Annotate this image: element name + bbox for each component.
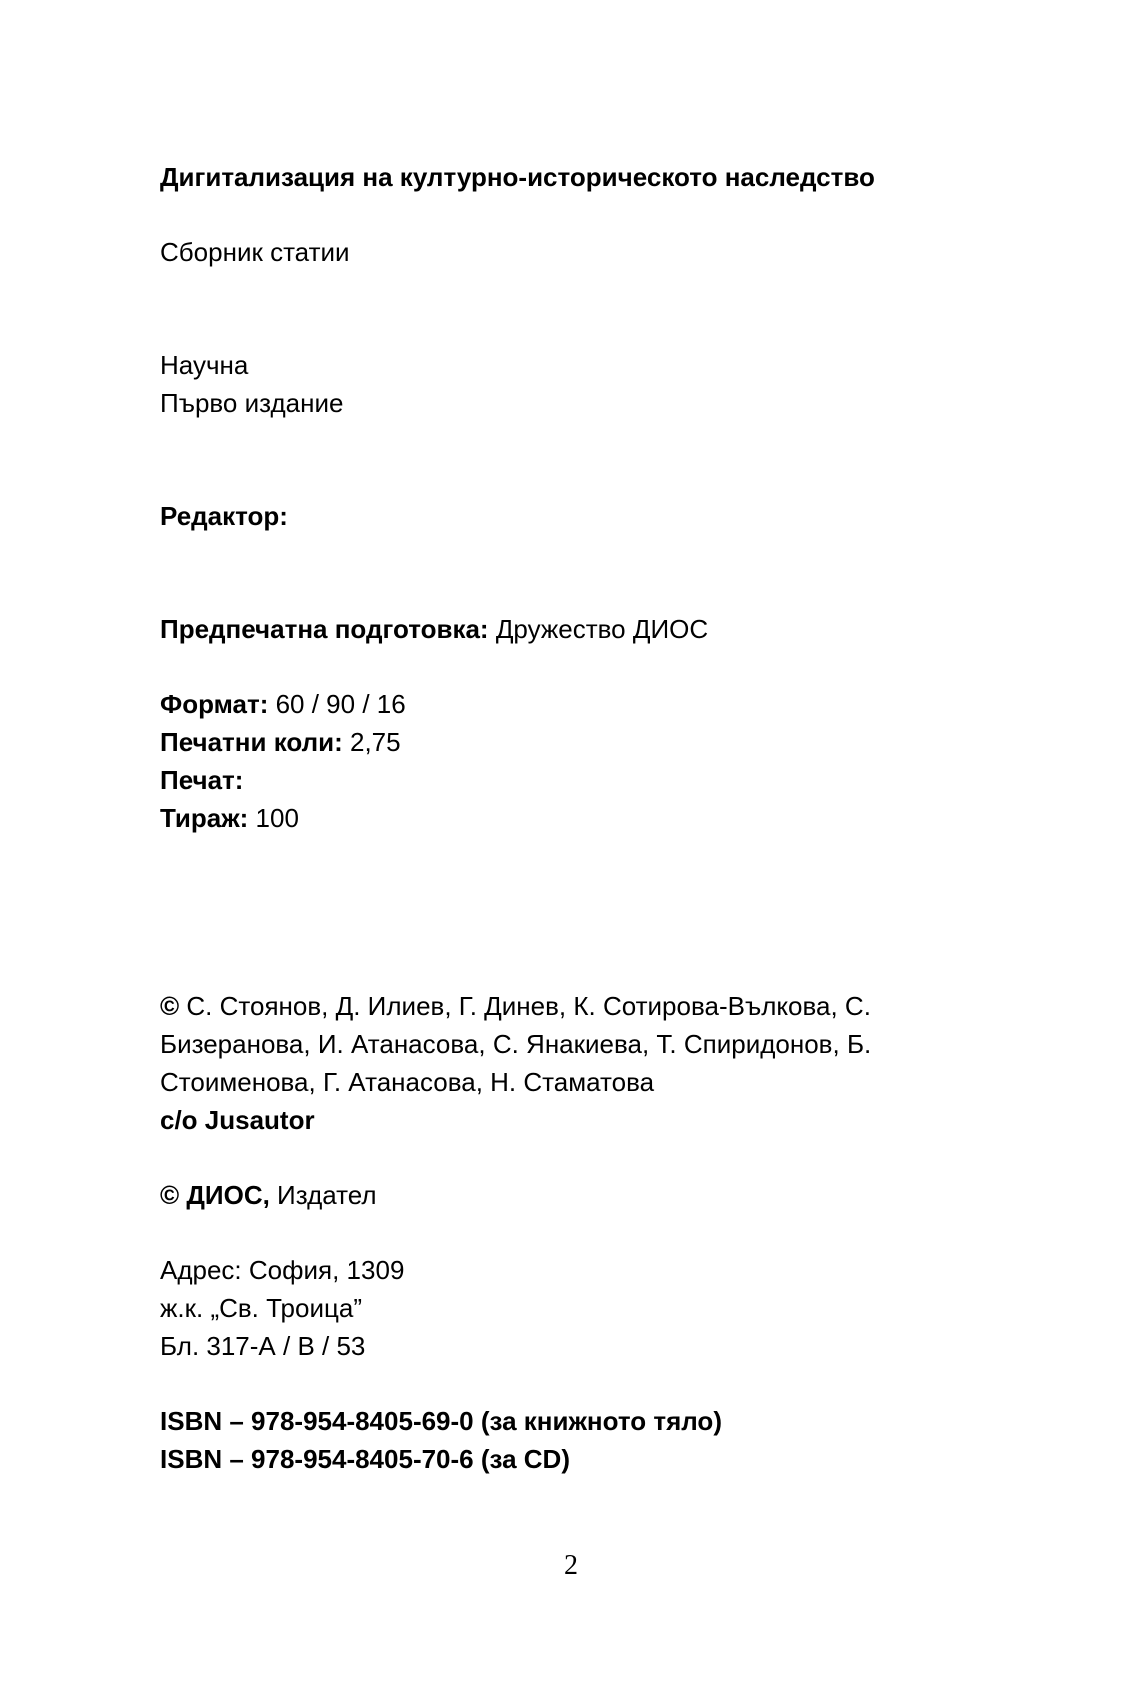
- genre-line: Научна: [160, 350, 249, 380]
- prepress-value: Дружество ДИОС: [488, 614, 709, 644]
- prepress-line: [160, 610, 708, 648]
- print-label: Печат:: [160, 765, 244, 795]
- format-label: Формат:: [160, 689, 269, 719]
- prepress-label: Предпечатна подготовка:: [160, 614, 489, 644]
- circulation-line: [160, 799, 299, 837]
- circulation-value: 100: [248, 803, 299, 833]
- editor-label: Редактор:: [160, 501, 288, 531]
- format-value: 60 / 90 / 16: [268, 689, 406, 719]
- circulation-label: Тираж:: [160, 803, 249, 833]
- edition-line: Първо издание: [160, 388, 344, 418]
- page-number: 2: [564, 1550, 578, 1581]
- print-sheets-line: [160, 723, 401, 761]
- isbn-cd: ISBN – 978-954-8405-70-6 (за CD): [160, 1444, 570, 1474]
- format-line: [160, 685, 406, 723]
- authors-text-1: С. Стоянов, Д. Илиев, Г. Динев, К. Сотирова-Вълкова, С.: [179, 991, 871, 1021]
- address-line-3: Бл. 317-А / В / 53: [160, 1331, 366, 1361]
- book-subtitle: Сборник статии: [160, 237, 350, 267]
- care-of-line: c/o Jusautor: [160, 1105, 315, 1135]
- authors-line-2: Бизеранова, И. Атанасова, С. Янакиева, Т. Спиридонов, Б.: [160, 1029, 872, 1059]
- print-sheets-label: Печатни коли:: [160, 727, 343, 757]
- address-line-2: ж.к. „Св. Троица”: [160, 1293, 363, 1323]
- copyright-symbol: ©: [160, 991, 180, 1021]
- publisher-label: © ДИОС,: [160, 1180, 270, 1210]
- authors-line-3: Стоименова, Г. Атанасова, Н. Стаматова: [160, 1067, 655, 1097]
- authors-line-1: [160, 987, 871, 1025]
- print-sheets-value: 2,75: [342, 727, 401, 757]
- publisher-line: [160, 1176, 377, 1214]
- book-title: Дигитализация на културно-историческото наследство: [160, 162, 875, 192]
- isbn-book: ISBN – 978-954-8405-69-0 (за книжното тяло): [160, 1406, 722, 1436]
- address-line-1: Адрес: София, 1309: [160, 1255, 405, 1285]
- publisher-value: Издател: [269, 1180, 377, 1210]
